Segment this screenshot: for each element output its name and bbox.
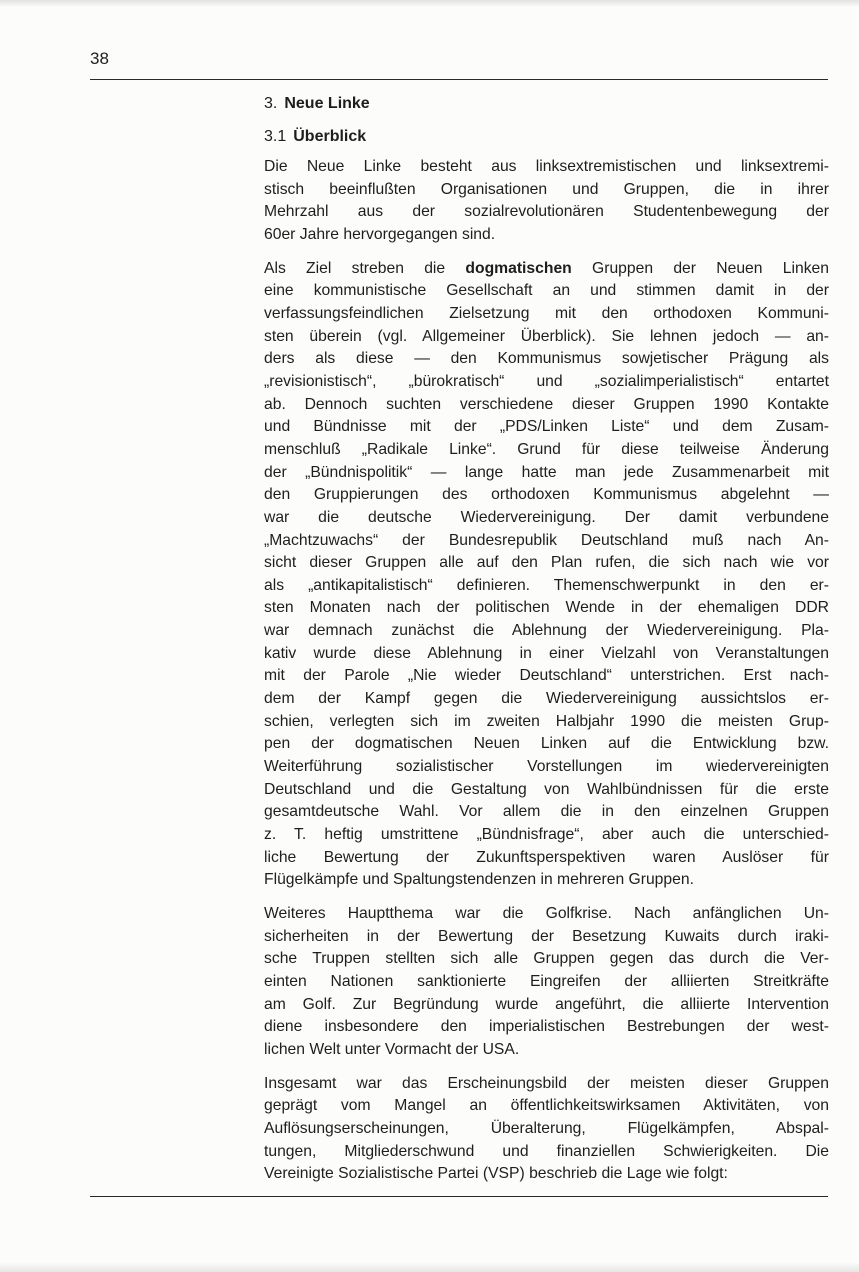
scan-edge-top: [0, 0, 859, 7]
subsection-number: 3.1: [264, 128, 287, 145]
text-line: Die Neue Linke besteht aus linksextremistischen und linksextremi-: [264, 158, 829, 175]
text-line: sicht dieser Gruppen alle auf den Plan rufen, die sich nach wie vor: [264, 554, 829, 572]
text-line: liche Bewertung der Zukunftsperspektiven waren Auslöser für: [264, 848, 829, 866]
text-line: sten Monaten nach der politischen Wende in der ehemaligen DDR: [264, 599, 829, 617]
subsection-title: Überblick: [293, 128, 367, 145]
text-line: Insgesamt war das Erscheinungsbild der meisten dieser Gruppen: [264, 1074, 829, 1092]
text-line: der „Bündnispolitik“ — lange hatte man jede Zusammenarbeit mit: [264, 463, 829, 481]
scan-edge-bottom: [0, 1262, 859, 1272]
footer-rule: [90, 1196, 828, 1197]
text-line: Vereinigte Sozialistische Partei (VSP) beschrieb die Lage wie folgt:: [264, 1165, 728, 1183]
text-line: war demnach zunächst die Ablehnung der Wiedervereinigung. Pla-: [264, 622, 829, 640]
text-line: diene insbesondere den imperialistischen Bestrebungen der west-: [264, 1018, 829, 1036]
text-line: mit der Parole „Nie wieder Deutschland“ unterstrichen. Erst nach-: [264, 667, 829, 685]
text-line: sicherheiten in der Bewertung der Besetzung Kuwaits durch iraki-: [264, 927, 829, 945]
page-number: 38: [90, 49, 109, 68]
text-line: tungen, Mitgliederschwund und finanziellen Schwierigkeiten. Die: [264, 1142, 829, 1160]
paragraph: [264, 903, 829, 1062]
section-title: Neue Linke: [284, 95, 370, 112]
text-line: schien, verlegten sich im zweiten Halbjahr 1990 die meisten Grup-: [264, 712, 829, 730]
main-content: [264, 93, 829, 1197]
text-line: sten überein (vgl. Allgemeiner Überblick). Sie lehnen jedoch — an-: [264, 327, 829, 345]
text-line: ders als diese — den Kommunismus sowjetischer Prägung als: [264, 350, 829, 368]
text-line: z. T. heftig umstrittene „Bündnisfrage“, aber auch die unterschied-: [264, 826, 829, 844]
header-rule: [90, 79, 828, 80]
section-number: 3.: [264, 95, 278, 112]
text-line: lichen Welt unter Vormacht der USA.: [264, 1040, 520, 1058]
text-line: war die deutsche Wiedervereinigung. Der damit verbundene: [264, 508, 829, 526]
text-line: am Golf. Zur Begründung wurde angeführt, die alliierte Intervention: [264, 995, 829, 1013]
text-line: sche Truppen stellten sich alle Gruppen gegen das durch die Ver-: [264, 950, 829, 968]
text-line: ab. Dennoch suchten verschiedene dieser Gruppen 1990 Kontakte: [264, 395, 829, 413]
text-line: Weiteres Hauptthema war die Golfkrise. Nach anfänglichen Un-: [264, 905, 829, 922]
text-line: [264, 258, 829, 281]
text-line: Mehrzahl aus der sozialrevolutionären Studentenbewegung der: [264, 203, 829, 221]
text-line: „Machtzuwachs“ der Bundesrepublik Deutschland muß nach An-: [264, 531, 829, 549]
emphasis-dogmatischen: dogmatischen: [465, 259, 572, 277]
text-run: Gruppen der Neuen Linken: [571, 259, 829, 277]
paragraph: [264, 1073, 829, 1186]
text-line: 60er Jahre hervorgegangen sind.: [264, 225, 496, 243]
text-line: eine kommunistische Gesellschaft an und stimmen damit in der: [264, 282, 829, 300]
paragraph: [264, 156, 829, 247]
section-heading: [264, 93, 829, 115]
subsection-heading: [264, 126, 829, 148]
text-line: kativ wurde diese Ablehnung in einer Vielzahl von Veranstaltungen: [264, 644, 829, 662]
paragraph: [264, 258, 829, 892]
text-line: verfassungsfeindlichen Zielsetzung mit den orthodoxen Kommuni-: [264, 304, 829, 322]
text-line: stisch beeinflußten Organisationen und Gruppen, die in ihrer: [264, 180, 829, 198]
text-line: Deutschland und die Gestaltung von Wahlbündnissen für die erste: [264, 780, 829, 798]
text-line: „revisionistisch“, „bürokratisch“ und „sozialimperialistisch“ entartet: [264, 372, 829, 390]
text-line: menschluß „Radikale Linke“. Grund für diese teilweise Änderung: [264, 440, 829, 458]
text-line: gesamtdeutsche Wahl. Vor allem die in den einzelnen Gruppen: [264, 803, 829, 821]
text-line: Weiterführung sozialistischer Vorstellungen im wiedervereinigten: [264, 758, 829, 776]
text-line: pen der dogmatischen Neuen Linken auf die Entwicklung bzw.: [264, 735, 829, 753]
text-line: einten Nationen sanktionierte Eingreifen der alliierten Streitkräfte: [264, 972, 829, 990]
text-line: Auflösungserscheinungen, Überalterung, Flügelkämpfen, Abspal-: [264, 1119, 829, 1137]
text-line: dem der Kampf gegen die Wiedervereinigung aussichtslos er-: [264, 690, 829, 708]
text-line: geprägt vom Mangel an öffentlichkeitswirksamen Aktivitäten, von: [264, 1097, 829, 1115]
text-line: den Gruppierungen des orthodoxen Kommunismus abgelehnt —: [264, 486, 829, 504]
text-run: Als Ziel streben die: [264, 259, 466, 277]
text-line: als „antikapitalistisch“ definieren. Themenschwerpunkt in den er-: [264, 576, 829, 594]
text-line: Flügelkämpfe und Spaltungstendenzen in mehreren Gruppen.: [264, 871, 694, 889]
text-line: und Bündnisse mit der „PDS/Linken Liste“ und dem Zusam-: [264, 418, 829, 436]
